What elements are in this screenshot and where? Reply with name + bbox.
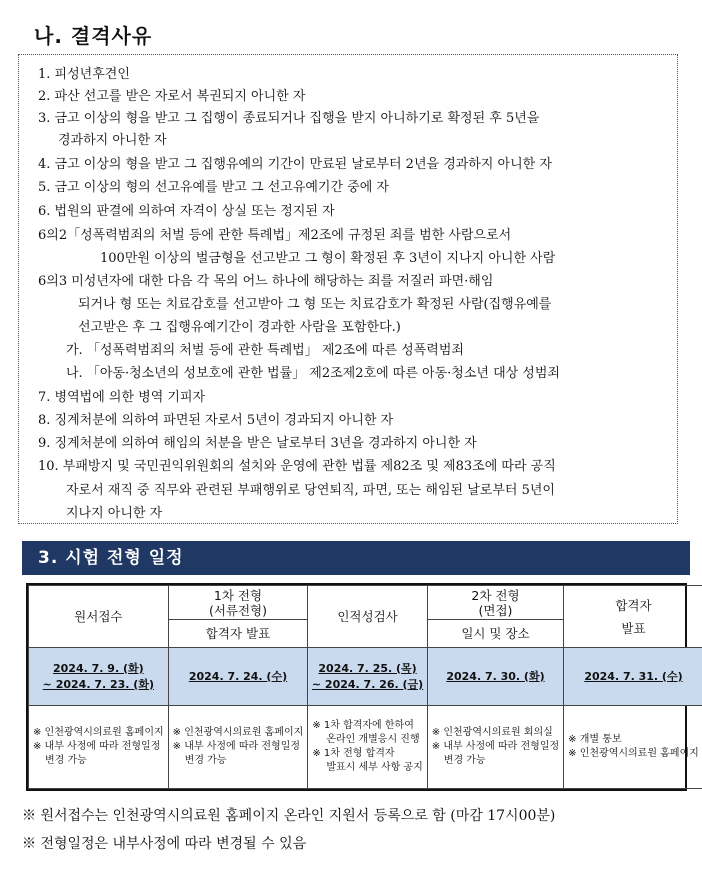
disqualification-item: 자로서 재직 중 직무와 관련된 부패행위로 당연퇴직, 파면, 또는 해임된 날로부터 5년이 [66, 483, 555, 498]
note-final [564, 706, 702, 789]
header-aptitude-test: 인적성검사 [308, 586, 427, 648]
footnote-application: ※ 원서접수는 인천광역시의료원 홈페이지 온라인 지원서 등록으로 함 (마감 17시00분) [22, 808, 556, 824]
header-final-announcement [564, 586, 702, 648]
disqualification-item: 가. 「성폭력범죄의 처벌 등에 관한 특례법」 제2조에 따른 성폭력범죄 [66, 343, 464, 358]
date-aptitude-end: ~ 2024. 7. 26. (금) [311, 677, 424, 691]
date-application-start: 2024. 7. 9. (화) [53, 661, 144, 675]
note-line: ※ 인천광역시의료원 회의실 [431, 727, 553, 738]
header-first-round-title: 1차 전형 [213, 587, 263, 603]
disqualification-item: 6. 법원의 판결에 의하여 자격이 상실 또는 정지된 자 [38, 204, 335, 219]
note-line: ※ 1차 전형 합격자 [312, 748, 395, 759]
header-second-round-sub: (면접) [478, 602, 513, 618]
disqualification-item: 100만원 이상의 벌금형을 선고받고 그 형이 확정된 후 3년이 지나지 아니한 사람 [100, 251, 556, 266]
note-line: 온라인 개별응시 진행 [326, 734, 420, 745]
note-line: 변경 가능 [45, 755, 87, 766]
disqualification-item: 4. 금고 이상의 형을 받고 그 집행유예의 기간이 만료된 날로부터 2년을 경과하지 아니한 자 [38, 157, 552, 172]
note-line: ※ 인천광역시의료원 홈페이지 [172, 727, 304, 738]
header-final-sub: 발표 [621, 620, 646, 636]
disqualification-item: 2. 파산 선고를 받은 자로서 복권되지 아니한 자 [38, 89, 306, 104]
disqualification-item: 6의2「성폭력범죄의 처벌 등에 관한 특례법」제2조에 규정된 죄를 범한 사람으로서 [38, 228, 512, 243]
section-title: 나. 결격사유 [34, 24, 153, 48]
note-first-round [168, 706, 308, 789]
header-final-title: 합격자 [615, 597, 652, 613]
disqualification-item: 3. 금고 이상의 형을 받고 그 집행이 종료되거나 집행을 받지 아니하기로 확정된 후 5년을 [38, 111, 540, 126]
disqualification-item: 선고받은 후 그 집행유예기간이 경과한 사람을 포함한다.) [78, 320, 401, 335]
disqualification-item: 지나지 아니한 자 [66, 506, 163, 521]
date-application [29, 648, 169, 706]
schedule-table [26, 583, 699, 791]
header-application: 원서접수 [29, 586, 169, 648]
note-line: ※ 내부 사정에 따라 전형일정 [33, 741, 161, 752]
disqualification-item: 6의3 미성년자에 대한 다음 각 목의 어느 하나에 해당하는 죄를 저질러 파면·해임 [38, 274, 494, 289]
subheader-pass-announcement: 합격자 발표 [168, 620, 308, 648]
note-line: ※ 개별 통보 [568, 734, 622, 745]
date-aptitude-start: 2024. 7. 25. (목) [318, 661, 417, 675]
header-second-round-title: 2차 전형 [471, 587, 520, 603]
date-application-end: ~ 2024. 7. 23. (화) [42, 677, 154, 691]
disqualification-item: 7. 병역법에 의한 병역 기피자 [38, 390, 206, 405]
disqualification-item: 9. 징계처분에 의하여 해임의 처분을 받은 날로부터 3년을 경과하지 아니한 자 [38, 436, 477, 451]
note-second-round [427, 706, 563, 789]
disqualification-item: 8. 징계처분에 의하여 파면된 자로서 5년이 경과되지 아니한 자 [38, 413, 394, 428]
header-second-round [427, 586, 563, 620]
note-line: 변경 가능 [184, 755, 227, 766]
header-first-round-sub: (서류전형) [208, 602, 268, 618]
disqualification-item: 1. 피성년후견인 [38, 67, 130, 82]
date-aptitude [308, 648, 427, 706]
schedule-banner: 3. 시험 전형 일정 [22, 541, 690, 575]
date-second-round: 2024. 7. 30. (화) [427, 648, 563, 706]
note-line: 변경 가능 [443, 755, 486, 766]
note-application [29, 706, 169, 789]
note-line: ※ 내부 사정에 따라 전형일정 [172, 741, 301, 752]
disqualification-item: 경과하지 아니한 자 [58, 133, 167, 148]
date-first-round: 2024. 7. 24. (수) [168, 648, 308, 706]
note-line: ※ 인천광역시의료원 홈페이지 [568, 748, 699, 759]
note-line: 발표시 세부 사항 공지 [326, 762, 423, 773]
note-line: ※ 내부 사정에 따라 전형일정 [431, 741, 560, 752]
disqualification-item: 나. 「아동·청소년의 성보호에 관한 법률」 제2조제2호에 따른 아동·청소년 대상 성범죄 [66, 366, 560, 381]
disqualification-item: 되거나 형 또는 치료감호를 선고받아 그 형 또는 치료감호가 확정된 사람(집행유예를 [78, 297, 552, 312]
disqualification-item: 5. 금고 이상의 형의 선고유예를 받고 그 선고유예기간 중에 자 [38, 180, 389, 195]
note-line: ※ 인천광역시의료원 홈페이지 [33, 727, 164, 738]
date-final: 2024. 7. 31. (수) [564, 648, 702, 706]
note-line: ※ 1차 합격자에 한하여 [312, 720, 414, 731]
disqualification-item: 10. 부패방지 및 국민권익위원회의 설치와 운영에 관한 법률 제82조 및 제83조에 따라 공직 [38, 459, 556, 474]
subheader-datetime-place: 일시 및 장소 [427, 620, 563, 648]
header-first-round [168, 586, 308, 620]
footnote-schedule-change: ※ 전형일정은 내부사정에 따라 변경될 수 있음 [22, 836, 307, 852]
note-aptitude [308, 706, 427, 789]
